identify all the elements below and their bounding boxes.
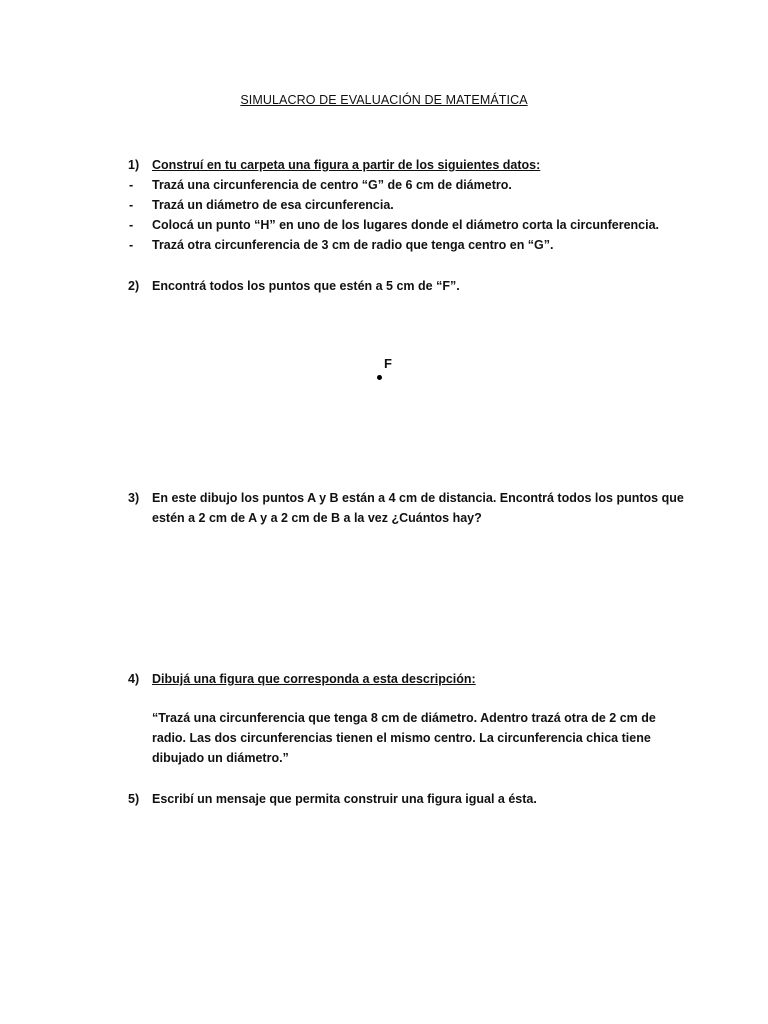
q5-number: 5) — [128, 792, 140, 806]
q4-quote-line1: “Trazá una circunferencia que tenga 8 cm de diámetro. Adentro trazá otra de 2 cm de — [152, 711, 656, 725]
q1-item-bullet: - — [129, 238, 134, 252]
q5-text: Escribí un mensaje que permita construir una figura igual a ésta. — [152, 792, 537, 806]
q4-quote-line2: radio. Las dos circunferencias tienen el mismo centro. La circunferencia chica tiene — [152, 731, 651, 745]
q2-number: 2) — [128, 279, 140, 293]
q1-item-bullet: - — [129, 198, 134, 212]
q1-item-bullet: - — [129, 218, 134, 232]
q1-item-text: Trazá un diámetro de esa circunferencia. — [152, 198, 394, 212]
q1-item-bullet: - — [129, 178, 134, 192]
q2-text: Encontrá todos los puntos que estén a 5 cm de “F”. — [152, 279, 460, 293]
point-f-dot — [377, 375, 382, 380]
q3-text-line2: estén a 2 cm de A y a 2 cm de B a la vez ¿Cuántos hay? — [152, 511, 482, 525]
q1-item-text: Colocá un punto “H” en uno de los lugares donde el diámetro corta la circunferencia. — [152, 218, 660, 232]
q4-number: 4) — [128, 672, 140, 686]
q3-number: 3) — [128, 491, 140, 505]
q1-heading: Construí en tu carpeta una figura a partir de los siguientes datos: — [152, 158, 541, 172]
q1-number: 1) — [128, 158, 140, 172]
q4-heading: Dibujá una figura que corresponda a esta descripción: — [152, 672, 476, 686]
point-f-label: F — [384, 356, 392, 371]
q1-item-text: Trazá otra circunferencia de 3 cm de radio que tenga centro en “G”. — [152, 238, 554, 252]
q1-item-text: Trazá una circunferencia de centro “G” de 6 cm de diámetro. — [152, 178, 512, 192]
document-title: SIMULACRO DE EVALUACIÓN DE MATEMÁTICA — [240, 93, 528, 107]
q4-quote-line3: dibujado un diámetro.” — [152, 751, 289, 765]
q3-text-line1: En este dibujo los puntos A y B están a 4 cm de distancia. Encontrá todos los puntos que — [152, 491, 684, 505]
